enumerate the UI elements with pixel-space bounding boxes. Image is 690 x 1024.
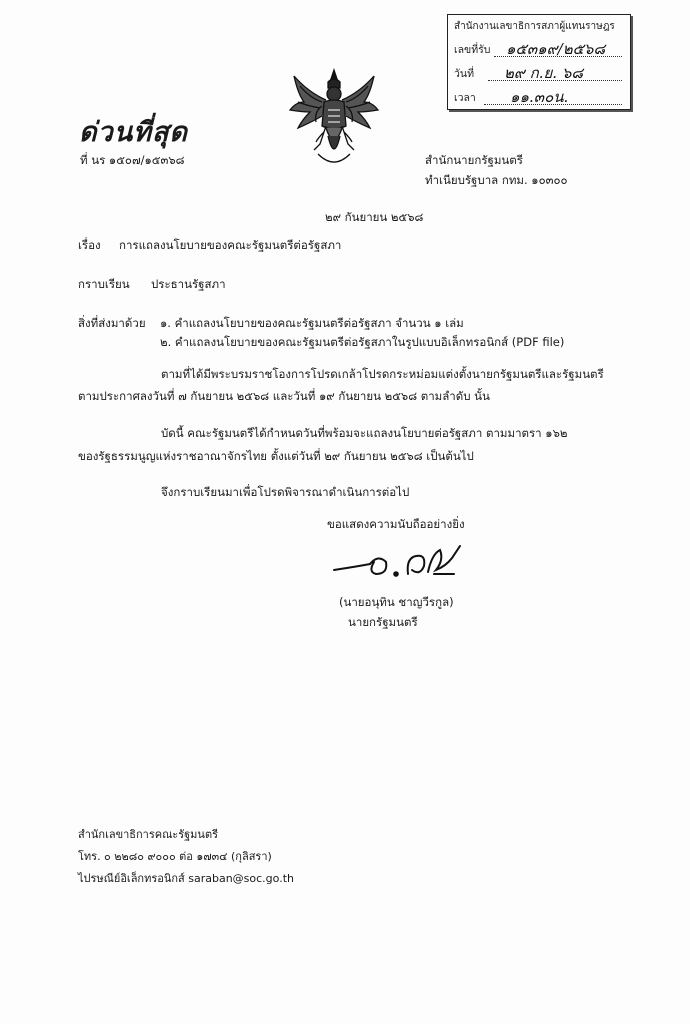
closing: ขอแสดงความนับถืออย่างยิ่ง — [327, 517, 465, 531]
subject-label: เรื่อง — [78, 238, 101, 252]
signer-title: นายกรัฐมนตรี — [348, 615, 418, 629]
office-name: สำนักนายกรัฐมนตรี — [425, 153, 523, 167]
paragraph-2-line-1: บัดนี้ คณะรัฐมนตรีได้กำหนดวันที่พร้อมจะแถลงนโยบายต่อรัฐสภา ตามมาตรา ๑๖๒ — [161, 426, 568, 440]
paragraph-1-line-1: ตามที่ได้มีพระบรมราชโองการโปรดเกล้าโปรดกระหม่อมแต่งตั้งนายกรัฐมนตรีและรัฐมนตรี — [161, 367, 604, 381]
stamp-office: สำนักงานเลขาธิการสภาผู้แทนราษฎร — [454, 21, 615, 32]
paragraph-2-line-2: ของรัฐธรรมนูญแห่งราชอาณาจักรไทย ตั้งแต่วันที่ ๒๙ กันยายน ๒๕๖๘ เป็นต้นไป — [78, 449, 474, 463]
stamp-time-value: ๑๑.๓๐น. — [510, 88, 569, 106]
letter-date: ๒๙ กันยายน ๒๕๖๘ — [325, 210, 424, 224]
stamp-recv-value: ๑๕๓๑๙/๒๕๖๘ — [506, 40, 606, 58]
office-address: ทำเนียบรัฐบาล กทม. ๑๐๓๐๐ — [425, 173, 568, 187]
stamp-date-label: วันที่ — [454, 68, 474, 80]
footer-email: ไปรษณีย์อิเล็กทรอนิกส์ saraban@soc.go.th — [78, 872, 294, 885]
stamp-date-value: ๒๙ ก.ย. ๖๘ — [504, 64, 583, 82]
subject-text: การแถลงนโยบายของคณะรัฐมนตรีต่อรัฐสภา — [119, 238, 342, 252]
signer-name: (นายอนุทิน ชาญวีรกูล) — [339, 595, 454, 609]
paragraph-3: จึงกราบเรียนมาเพื่อโปรดพิจารณาดำเนินการต่อไป — [161, 485, 410, 499]
signature-icon — [330, 540, 470, 592]
stamp-time-label: เวลา — [454, 92, 476, 104]
enclosure-label: สิ่งที่ส่งมาด้วย — [78, 316, 146, 330]
receipt-stamp — [447, 14, 631, 110]
recipient: ประธานรัฐสภา — [151, 277, 226, 291]
stamp-recv-label: เลขที่รับ — [454, 44, 491, 56]
footer-phone: โทร. ๐ ๒๒๘๐ ๙๐๐๐ ต่อ ๑๗๓๔ (กุลิสรา) — [78, 850, 272, 863]
garuda-emblem-icon — [288, 66, 380, 170]
salutation-label: กราบเรียน — [78, 277, 130, 291]
reference-number: ที่ นร ๑๕๐๗/๑๕๓๖๘ — [80, 153, 185, 167]
urgency-label: ด่วนที่สุด — [79, 117, 188, 148]
paragraph-1-line-2: ตามประกาศลงวันที่ ๗ กันยายน ๒๕๖๘ และวันที่ ๑๙ กันยายน ๒๕๖๘ ตามลำดับ นั้น — [78, 389, 490, 403]
enclosure-item: ๒. คำแถลงนโยบายของคณะรัฐมนตรีต่อรัฐสภาในรูปแบบอิเล็กทรอนิกส์ (PDF file) — [160, 335, 565, 349]
footer-department: สำนักเลขาธิการคณะรัฐมนตรี — [78, 828, 218, 841]
enclosure-item: ๑. คำแถลงนโยบายของคณะรัฐมนตรีต่อรัฐสภา จำนวน ๑ เล่ม — [160, 316, 464, 330]
